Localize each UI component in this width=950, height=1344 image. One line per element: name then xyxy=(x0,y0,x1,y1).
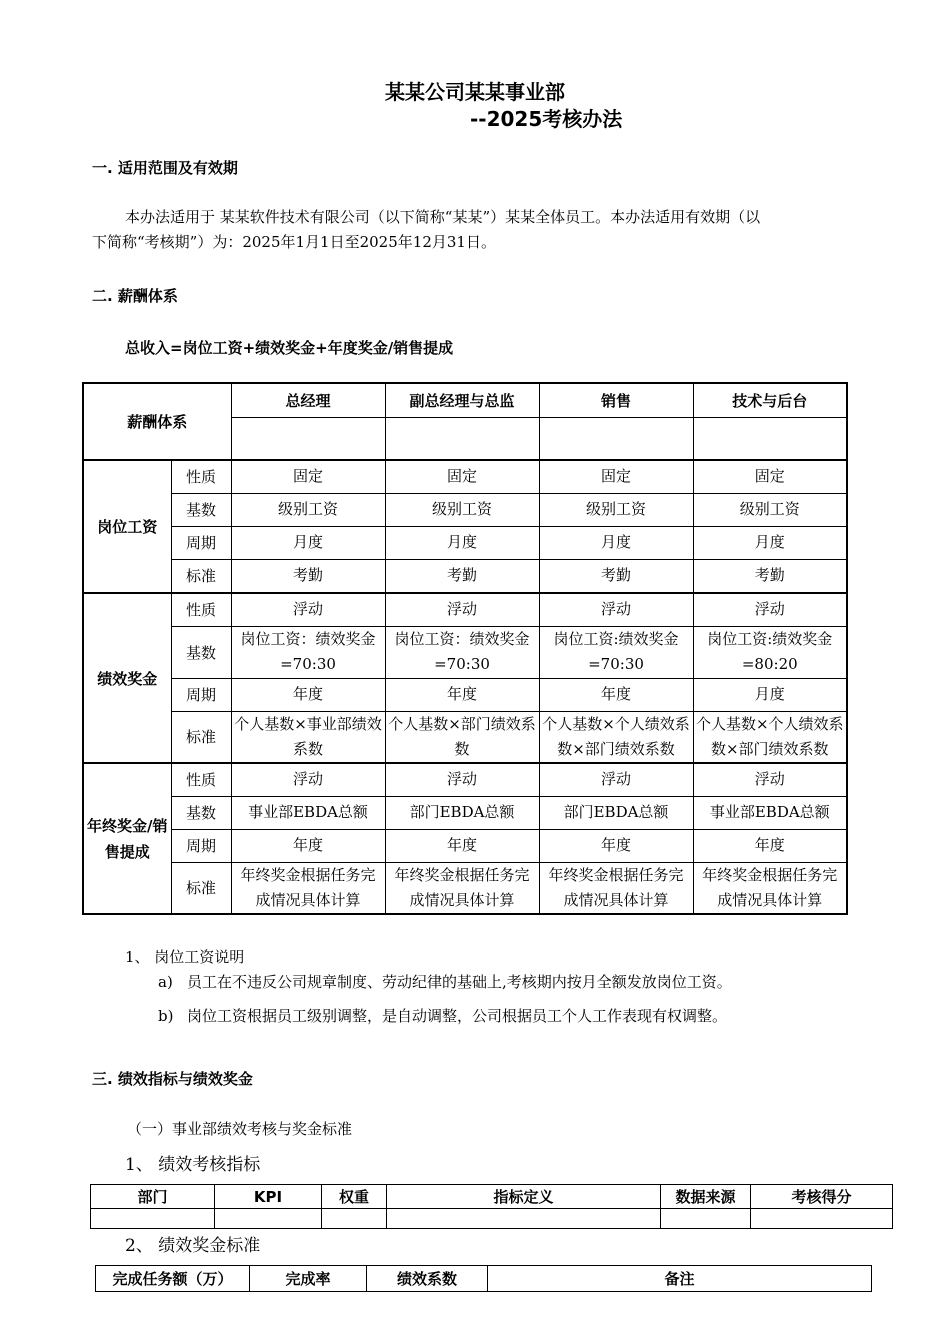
table-cell: 事业部EBDA总额 xyxy=(693,796,847,829)
section1-para-line2: 下简称“考核期”）为：2025年1月1日至2025年12月31日。 xyxy=(92,233,496,251)
empty-cell xyxy=(91,1209,215,1229)
empty-cell xyxy=(751,1209,893,1229)
table-row xyxy=(83,460,847,493)
bonus-header: 绩效系数 xyxy=(367,1266,488,1292)
kpi-header: KPI xyxy=(215,1185,322,1209)
table-cell: 年度 xyxy=(539,678,693,711)
table-cell: 固定 xyxy=(539,460,693,493)
row-label: 性质 xyxy=(171,593,231,626)
empty-cell xyxy=(322,1209,387,1229)
table-cell: 固定 xyxy=(385,460,539,493)
row-label: 基数 xyxy=(171,626,231,678)
section2-heading: 二. 薪酬体系 xyxy=(92,287,178,305)
table-cell: 年终奖金根据任务完成情况具体计算 xyxy=(385,862,539,914)
row-label: 标准 xyxy=(171,862,231,914)
table-cell: 岗位工资：绩效奖金=70:30 xyxy=(231,626,385,678)
table-cell: 级别工资 xyxy=(231,493,385,526)
table-cell: 部门EBDA总额 xyxy=(539,796,693,829)
note-b-marker: b) xyxy=(158,1007,174,1025)
table-row xyxy=(83,763,847,796)
table-cell: 月度 xyxy=(231,526,385,559)
section3-sub: （一）事业部绩效考核与奖金标准 xyxy=(127,1120,353,1138)
bonus-header: 完成率 xyxy=(250,1266,367,1292)
table-cell: 浮动 xyxy=(231,763,385,796)
table-cell: 年度 xyxy=(231,829,385,862)
row-group-label: 岗位工资 xyxy=(83,460,171,593)
kpi-header: 权重 xyxy=(322,1185,387,1209)
table-cell: 浮动 xyxy=(385,593,539,626)
row-group-label: 绩效奖金 xyxy=(83,593,171,763)
table-cell: 年终奖金根据任务完成情况具体计算 xyxy=(693,862,847,914)
table-cell: 年度 xyxy=(693,829,847,862)
salary-table xyxy=(82,382,848,915)
table-cell: 级别工资 xyxy=(693,493,847,526)
section3-item2: 2、 绩效奖金标准 xyxy=(125,1236,261,1256)
table-cell: 年度 xyxy=(231,678,385,711)
table-cell: 个人基数×个人绩效系数×部门绩效系数 xyxy=(539,711,693,763)
table-cell: 年度 xyxy=(539,829,693,862)
column-header: 销售 xyxy=(539,383,693,417)
notes-heading: 1、 岗位工资说明 xyxy=(125,948,245,966)
section1-heading: 一. 适用范围及有效期 xyxy=(92,159,238,177)
column-header: 技术与后台 xyxy=(693,383,847,417)
table-corner: 薪酬体系 xyxy=(83,383,231,460)
bonus-header: 备注 xyxy=(488,1266,872,1292)
empty-cell xyxy=(385,417,539,460)
table-cell: 级别工资 xyxy=(385,493,539,526)
row-label: 性质 xyxy=(171,763,231,796)
table-cell: 考勤 xyxy=(693,559,847,593)
empty-cell xyxy=(231,417,385,460)
table-cell: 考勤 xyxy=(231,559,385,593)
row-label: 基数 xyxy=(171,493,231,526)
table-cell: 岗位工资:绩效奖金=80:20 xyxy=(693,626,847,678)
table-row xyxy=(83,796,847,829)
table-cell: 年终奖金根据任务完成情况具体计算 xyxy=(231,862,385,914)
table-cell: 月度 xyxy=(693,678,847,711)
table-cell: 年度 xyxy=(385,829,539,862)
table-cell: 部门EBDA总额 xyxy=(385,796,539,829)
table-cell: 级别工资 xyxy=(539,493,693,526)
table-cell: 浮动 xyxy=(539,763,693,796)
table-row xyxy=(83,593,847,626)
table-cell: 个人基数×部门绩效系数 xyxy=(385,711,539,763)
table-cell: 岗位工资：绩效奖金=70:30 xyxy=(385,626,539,678)
empty-cell xyxy=(215,1209,322,1229)
table-cell: 岗位工资:绩效奖金=70:30 xyxy=(539,626,693,678)
note-b: 岗位工资根据员工级别调整，是自动调整，公司根据员工个人工作表现有权调整。 xyxy=(187,1007,728,1025)
table-row xyxy=(83,559,847,593)
bonus-header: 完成任务额（万） xyxy=(96,1266,250,1292)
note-a: 员工在不违反公司规章制度、劳动纪律的基础上,考核期内按月全额发放岗位工资。 xyxy=(187,973,732,991)
table-cell: 浮动 xyxy=(231,593,385,626)
table-cell: 个人基数×个人绩效系数×部门绩效系数 xyxy=(693,711,847,763)
row-label: 周期 xyxy=(171,526,231,559)
table-cell: 考勤 xyxy=(539,559,693,593)
kpi-header: 指标定义 xyxy=(387,1185,661,1209)
table-cell: 月度 xyxy=(693,526,847,559)
table-cell: 固定 xyxy=(231,460,385,493)
table-cell: 年度 xyxy=(385,678,539,711)
table-row xyxy=(83,711,847,763)
row-group-label: 年终奖金/销售提成 xyxy=(83,763,171,914)
kpi-header: 部门 xyxy=(91,1185,215,1209)
kpi-header: 考核得分 xyxy=(751,1185,893,1209)
section3-heading: 三. 绩效指标与绩效奖金 xyxy=(92,1070,253,1088)
column-header: 副总经理与总监 xyxy=(385,383,539,417)
table-row xyxy=(83,678,847,711)
note-a-marker: a) xyxy=(158,973,173,991)
table-cell: 浮动 xyxy=(539,593,693,626)
table-row xyxy=(83,493,847,526)
kpi-header: 数据来源 xyxy=(661,1185,751,1209)
table-row xyxy=(83,526,847,559)
salary-formula: 总收入=岗位工资+绩效奖金+年度奖金/销售提成 xyxy=(125,339,454,357)
empty-cell xyxy=(661,1209,751,1229)
row-label: 性质 xyxy=(171,460,231,493)
table-cell: 年终奖金根据任务完成情况具体计算 xyxy=(539,862,693,914)
table-cell: 事业部EBDA总额 xyxy=(231,796,385,829)
row-label: 标准 xyxy=(171,711,231,763)
table-row xyxy=(83,862,847,914)
table-cell: 考勤 xyxy=(385,559,539,593)
section1-para-line1: 本办法适用于 某某软件技术有限公司（以下简称“某某”）某某全体员工。本办法适用有效期（以 xyxy=(125,208,761,226)
table-cell: 浮动 xyxy=(385,763,539,796)
bonus-table xyxy=(95,1265,872,1292)
table-cell: 浮动 xyxy=(693,763,847,796)
table-cell: 浮动 xyxy=(693,593,847,626)
kpi-table xyxy=(90,1184,893,1229)
row-label: 周期 xyxy=(171,678,231,711)
column-header: 总经理 xyxy=(231,383,385,417)
empty-cell xyxy=(387,1209,661,1229)
table-cell: 月度 xyxy=(385,526,539,559)
row-label: 标准 xyxy=(171,559,231,593)
table-cell: 固定 xyxy=(693,460,847,493)
document-subtitle: --2025考核办法 xyxy=(470,107,623,131)
table-row xyxy=(83,829,847,862)
empty-cell xyxy=(539,417,693,460)
row-label: 基数 xyxy=(171,796,231,829)
table-cell: 月度 xyxy=(539,526,693,559)
row-label: 周期 xyxy=(171,829,231,862)
section3-item1: 1、 绩效考核指标 xyxy=(125,1155,261,1175)
table-row xyxy=(83,626,847,678)
table-cell: 个人基数×事业部绩效系数 xyxy=(231,711,385,763)
document-title: 某某公司某某事业部 xyxy=(385,80,565,104)
empty-cell xyxy=(693,417,847,460)
